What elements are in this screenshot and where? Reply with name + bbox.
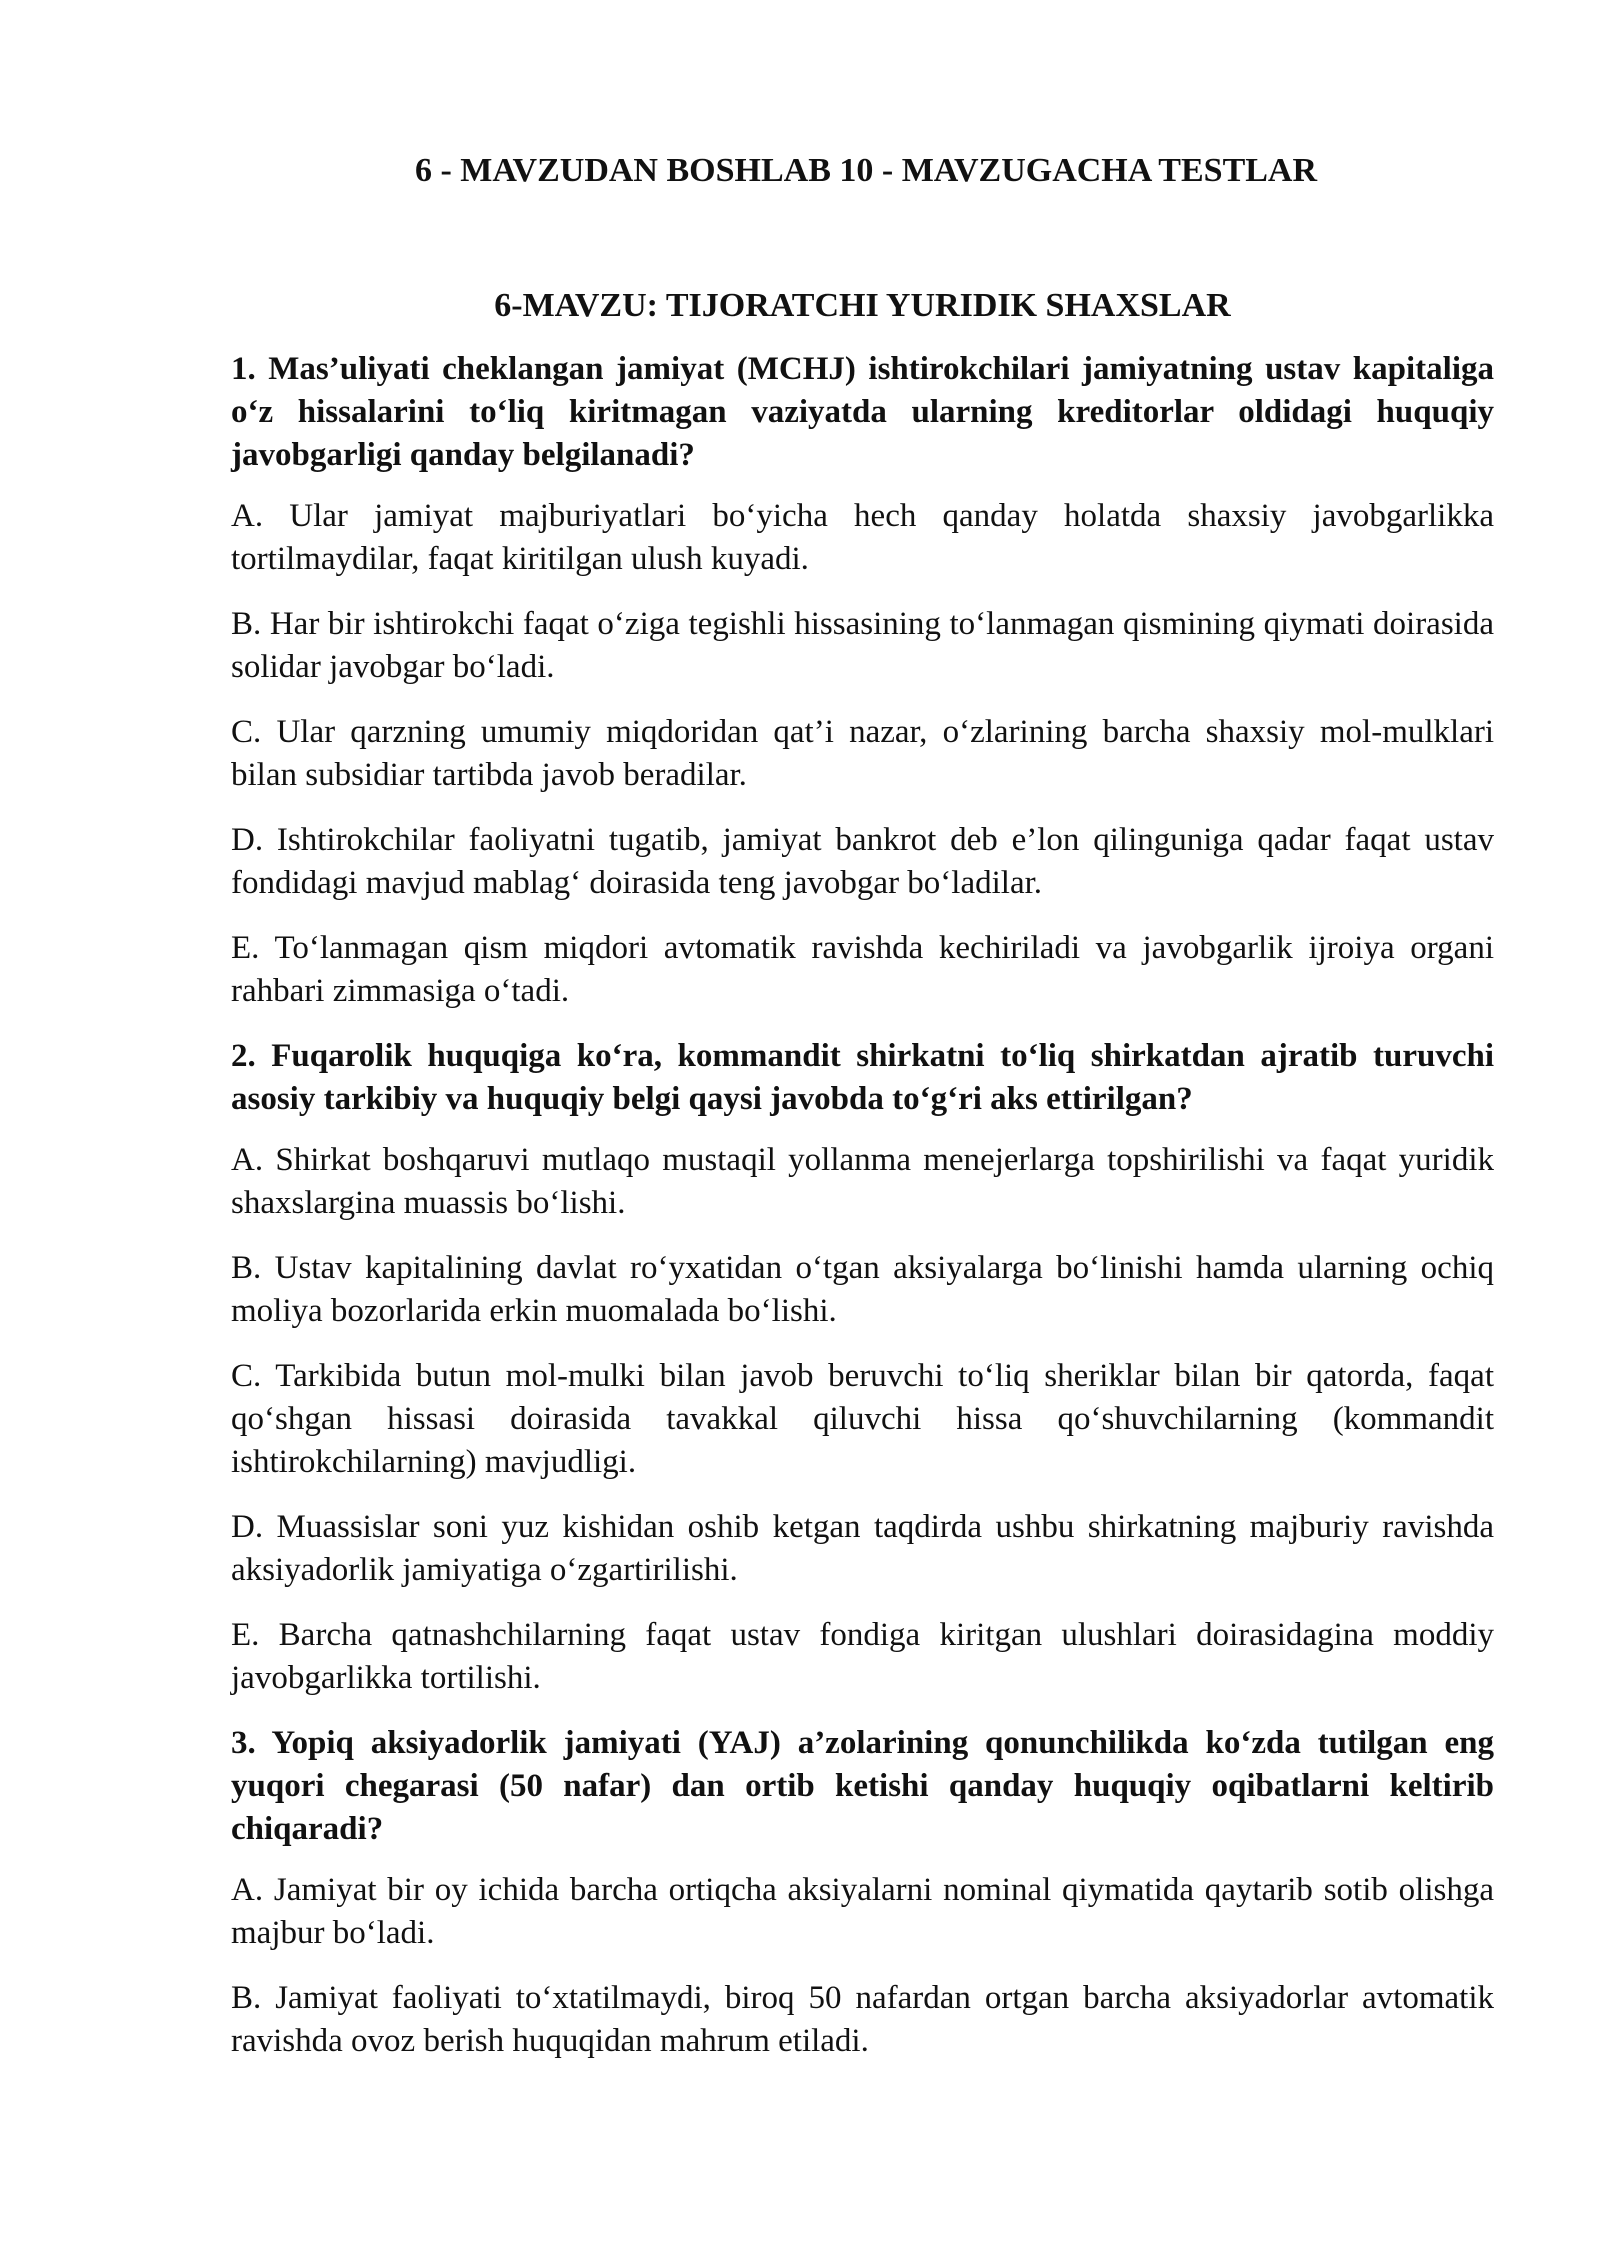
question-block [231,1035,1494,1700]
question-text: 1. Mas’uliyati cheklangan jamiyat (MCHJ) ishtirokchilari jamiyatning ustav kapitaliga o‘z hissalarini to‘liq kiritmagan vaziyatda ularning kreditorlar oldidagi huquqiy javobgarligi qanday belgilanadi? [231,351,1494,473]
answer-option: C. Ular qarzning umumiy miqdoridan qat’i nazar, o‘zlarining barcha shaxsiy mol-mulklari bilan subsidiar tartibda javob beradilar. [231,714,1494,793]
question-block [231,348,1494,1013]
answer-option: B. Har bir ishtirokchi faqat o‘ziga tegishli hissasining to‘lanmagan qismining qiymati doirasida solidar javobgar bo‘ladi. [231,606,1494,685]
questions-list [231,348,1494,2085]
answer-option: E. Barcha qatnashchilarning faqat ustav fondiga kiritgan ulushlari doirasidagina moddiy javobgarlikka tortilishi. [231,1617,1494,1696]
question-block [231,1722,1494,2063]
answer-option: E. To‘lanmagan qism miqdori avtomatik ravishda kechiriladi va javobgarlik ijroiya organi rahbari zimmasiga o‘tadi. [231,930,1494,1009]
section-title: 6-MAVZU: TIJORATCHI YURIDIK SHAXSLAR [494,287,1231,324]
answer-option: A. Shirkat boshqaruvi mutlaqo mustaqil yollanma menejerlarga topshirilishi va faqat yuridik shaxslargina muassis bo‘lishi. [231,1142,1494,1221]
answer-option: D. Ishtirokchilar faoliyatni tugatib, jamiyat bankrot deb e’lon qilinguniga qadar faqat ustav fondidagi mavjud mablag‘ doirasida teng javobgar bo‘ladilar. [231,822,1494,901]
question-text: 3. Yopiq aksiyadorlik jamiyati (YAJ) a’zolarining qonunchilikda ko‘zda tutilgan eng yuqori chegarasi (50 nafar) dan ortib ketishi qanday huquqiy oqibatlarni keltirib chiqaradi? [231,1725,1494,1847]
answer-option: A. Ular jamiyat majburiyatlari bo‘yicha hech qanday holatda shaxsiy javobgarlikka tortilmaydilar, faqat kiritilgan ulush kuyadi. [231,498,1494,577]
answer-option: C. Tarkibida butun mol-mulki bilan javob beruvchi to‘liq sheriklar bilan bir qatorda, faqat qo‘shgan hissasi doirasida tavakkal qiluvchi hissa qo‘shuvchilarning (kommandit ishtirokchilarning) mavjudligi. [231,1358,1494,1480]
question-text: 2. Fuqarolik huquqiga ko‘ra, kommandit shirkatni to‘liq shirkatdan ajratib turuvchi asosiy tarkibiy va huquqiy belgi qaysi javobda to‘g‘ri aks ettirilgan? [231,1038,1494,1117]
document-title: 6 - MAVZUDAN BOSHLAB 10 - MAVZUGACHA TESTLAR [414,152,1318,189]
answer-option: B. Ustav kapitalining davlat ro‘yxatidan o‘tgan aksiyalarga bo‘linishi hamda ularning ochiq moliya bozorlarida erkin muomalada bo‘lishi. [231,1250,1494,1329]
answer-option: D. Muassislar soni yuz kishidan oshib ketgan taqdirda ushbu shirkatning majburiy ravishda aksiyadorlik jamiyatiga o‘zgartirilishi. [231,1509,1494,1588]
answer-option: B. Jamiyat faoliyati to‘xtatilmaydi, biroq 50 nafardan ortgan barcha aksiyadorlar avtomatik ravishda ovoz berish huquqidan mahrum etiladi. [231,1980,1494,2059]
answer-option: A. Jamiyat bir oy ichida barcha ortiqcha aksiyalarni nominal qiymatida qaytarib sotib olishga majbur bo‘ladi. [231,1872,1494,1951]
